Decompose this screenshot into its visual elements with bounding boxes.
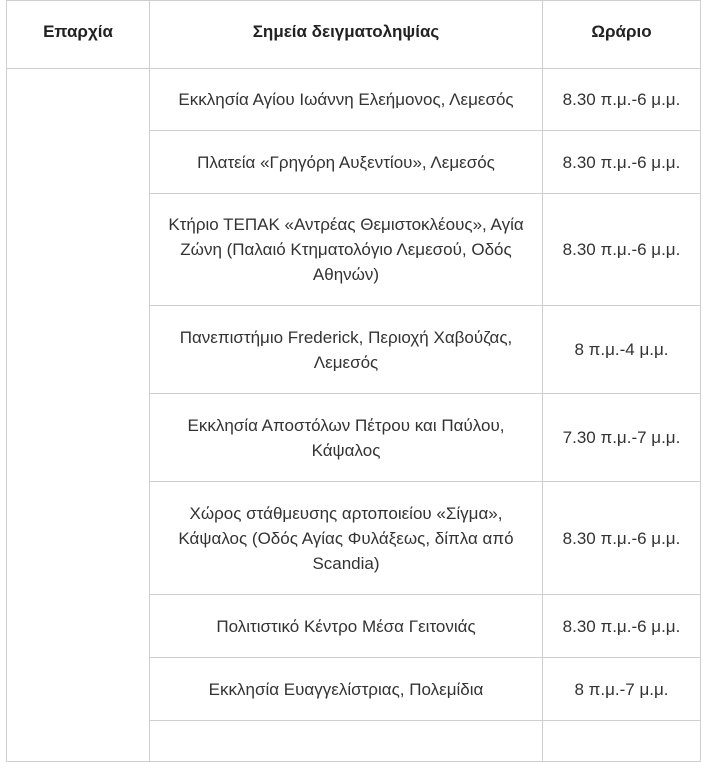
table-row	[7, 69, 701, 131]
location-cell: Εκκλησία Ευαγγελίστριας, Πολεμίδια	[150, 658, 543, 721]
sampling-points-table	[6, 0, 701, 762]
table-header-row	[7, 1, 701, 69]
location-cell: Χώρος στάθμευσης αρτοποιείου «Σίγμα», Κάψαλος (Οδός Αγίας Φυλάξεως, δίπλα από Scandia)	[150, 482, 543, 595]
header-location: Σημεία δειγματοληψίας	[150, 1, 543, 69]
hours-cell: 8.30 π.μ.-6 μ.μ.	[543, 595, 701, 658]
hours-cell: 8.30 π.μ.-6 μ.μ.	[543, 69, 701, 131]
location-cell: Πανεπιστήμιο Frederick, Περιοχή Χαβούζας, Λεμεσός	[150, 306, 543, 394]
hours-cell: 8 π.μ.-7 μ.μ.	[543, 658, 701, 721]
location-cell: Κτήριο ΤΕΠΑΚ «Αντρέας Θεμιστοκλέους», Αγία Ζώνη (Παλαιό Κτηματολόγιο Λεμεσού, Οδός Αθηνών)	[150, 194, 543, 306]
header-hours: Ωράριο	[543, 1, 701, 69]
hours-cell: 8 π.μ.-4 μ.μ.	[543, 306, 701, 394]
location-cell: Πλατεία «Γρηγόρη Αυξεντίου», Λεμεσός	[150, 131, 543, 194]
hours-cell: 7.30 π.μ.-7 μ.μ.	[543, 394, 701, 482]
hours-cell: 8.30 π.μ.-6 μ.μ.	[543, 131, 701, 194]
hours-cell: 8.30 π.μ.-6 μ.μ.	[543, 482, 701, 595]
location-cell: Εκκλησία Αγίου Ιωάννη Ελεήμονος, Λεμεσός	[150, 69, 543, 131]
location-cell: Πολιτιστικό Κέντρο Μέσα Γειτονιάς	[150, 595, 543, 658]
district-cell	[7, 69, 150, 762]
hours-cell: 8.30 π.μ.-6 μ.μ.	[543, 194, 701, 306]
header-district: Επαρχία	[7, 1, 150, 69]
location-cell: Εκκλησία Αποστόλων Πέτρου και Παύλου, Κάψαλος	[150, 394, 543, 482]
